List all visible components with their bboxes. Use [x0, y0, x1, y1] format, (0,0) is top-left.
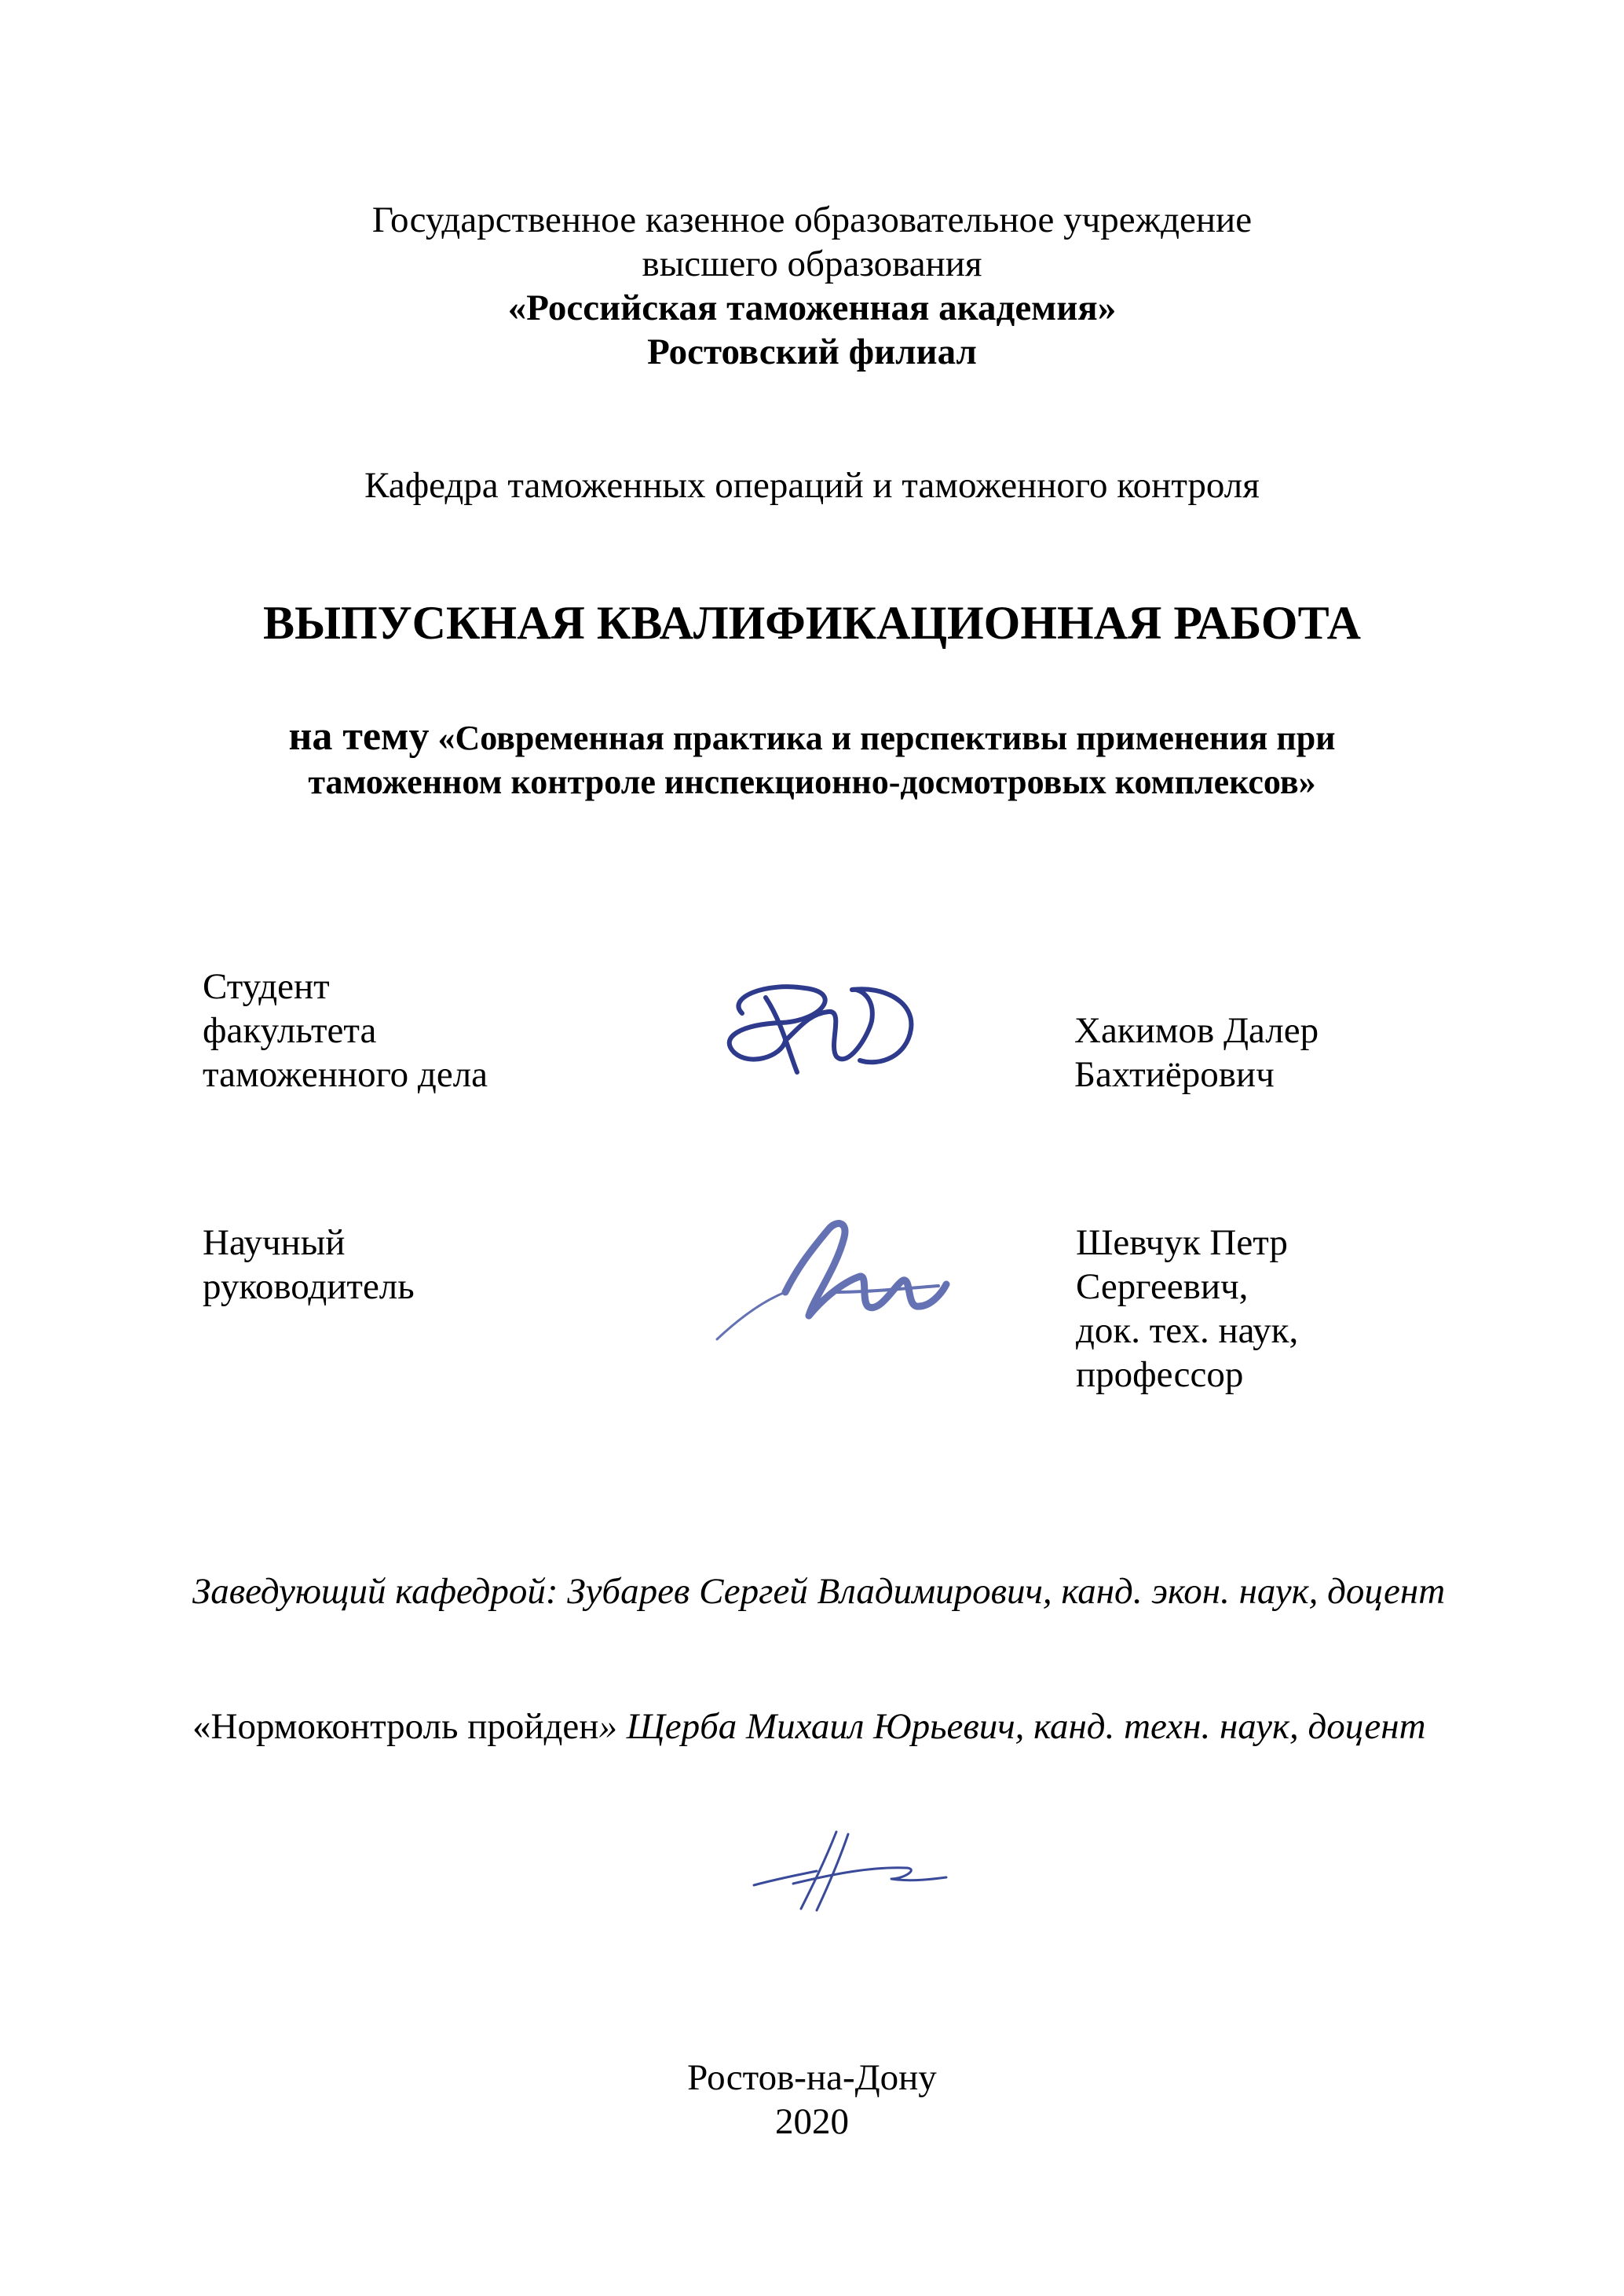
student-role-line-3: таможенного дела	[203, 1054, 488, 1095]
org-line-1: Государственное казенное образовательное учреждение	[371, 200, 1253, 240]
adviser-name-line-2: Сергеевич,	[1076, 1266, 1249, 1307]
year: 2020	[775, 2101, 849, 2142]
signature-icon	[746, 1822, 950, 1917]
normcontrol	[192, 1705, 1426, 1749]
city: Ростов-на-Дону	[687, 2057, 937, 2098]
normcontrol-label: «Нормоконтроль пройден	[192, 1706, 599, 1747]
student-role-line-2: факультета	[203, 1010, 377, 1051]
branch-name: Ростовский филиал	[647, 331, 977, 372]
topic	[0, 715, 1624, 804]
signature-icon	[711, 966, 931, 1084]
adviser-role	[203, 1221, 415, 1309]
adviser-role-line-2: руководитель	[203, 1266, 415, 1307]
topic-prefix: на тему	[288, 714, 430, 759]
adviser-degree: док. тех. наук,	[1076, 1310, 1299, 1351]
head-of-department: Заведующий кафедрой: Зубарев Сергей Владимирович, канд. экон. наук, доцент	[192, 1571, 1446, 1612]
department	[0, 463, 1624, 507]
signature-icon	[711, 1206, 954, 1347]
student-name	[1074, 1009, 1319, 1097]
adviser-title: профессор	[1076, 1354, 1244, 1395]
work-type-title: ВЫПУСКНАЯ КВАЛИФИКАЦИОННАЯ РАБОТА	[263, 597, 1361, 649]
topic-line-2: таможенном контроле инспекционно-досмотровых комплексов»	[308, 763, 1316, 801]
adviser-role-line-1: Научный	[203, 1222, 346, 1263]
org-name: «Российская таможенная академия»	[507, 287, 1117, 328]
footer	[0, 2056, 1624, 2144]
adviser-name-line-1: Шевчук Петр	[1076, 1222, 1288, 1263]
topic-line-1	[0, 715, 1624, 760]
student-name-line-2: Бахтиёрович	[1074, 1054, 1275, 1095]
organization-header	[0, 198, 1624, 374]
student-name-line-1: Хакимов Далер	[1074, 1010, 1319, 1051]
department-name: Кафедра таможенных операций и таможенного контроля	[364, 465, 1260, 506]
work-type	[0, 593, 1624, 653]
student-role	[203, 965, 488, 1097]
normcontrol-person: » Щерба Михаил Юрьевич, канд. техн. наук, доцент	[598, 1706, 1426, 1747]
topic-text-1: «Современная практика и перспективы применения при	[437, 719, 1336, 757]
student-role-line-1: Студент	[203, 966, 330, 1007]
adviser-name	[1076, 1221, 1298, 1397]
org-line-2: высшего образования	[642, 244, 982, 284]
